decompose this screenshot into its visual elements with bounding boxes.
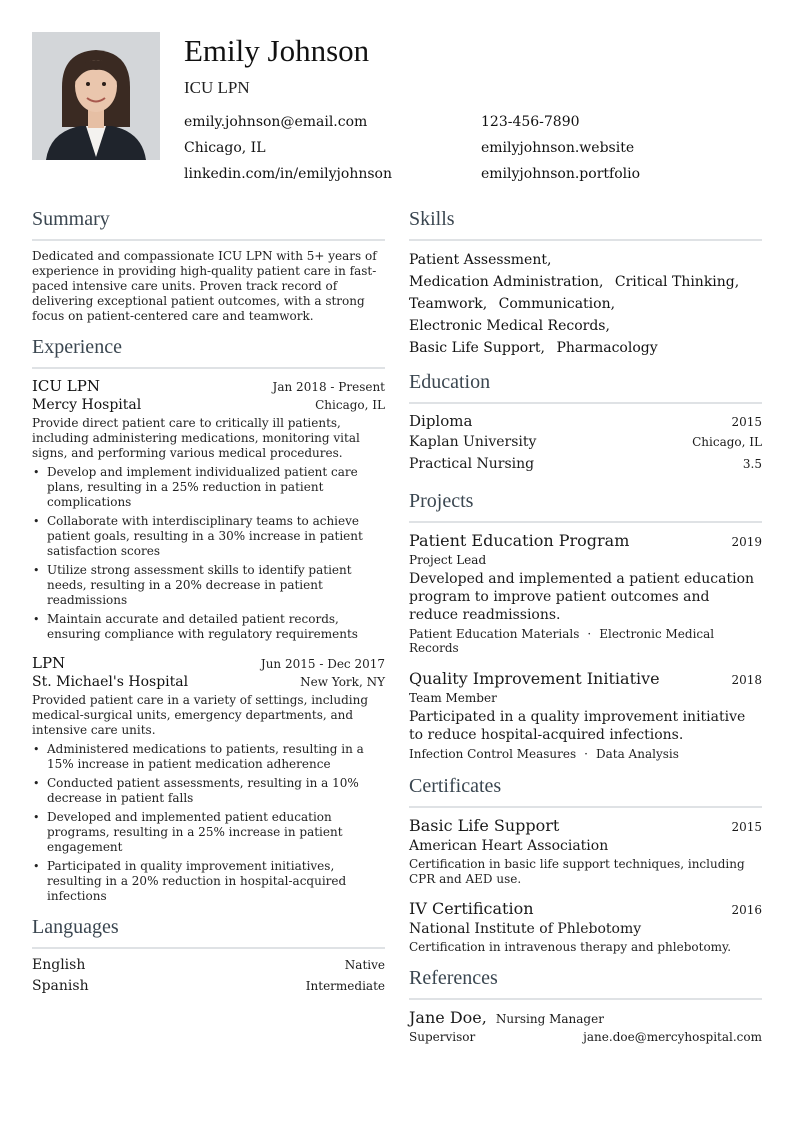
- project-entry: [409, 531, 762, 655]
- projects-heading: Projects: [409, 490, 762, 523]
- contact-location: Chicago, IL: [184, 140, 266, 156]
- reference-email[interactable]: jane.doe@mercyhospital.com: [583, 1030, 762, 1044]
- certificates-heading: Certificates: [409, 775, 762, 808]
- job-bullet: • Administered medications to patients, resulting in a 15% increase in patient medication adherence: [32, 742, 385, 772]
- profile-photo: [32, 32, 160, 160]
- summary-text: Dedicated and compassionate ICU LPN with 5+ years of experience in providing high-quality patient care in fast-paced intensive care units. Proven track record of delivering exceptional patient outcomes, with a strong focus on patient-centered care and teamwork.: [32, 249, 377, 323]
- certificate-issuer: American Heart Association: [409, 838, 609, 854]
- candidate-name: Emily Johnson: [184, 33, 370, 68]
- language-level: Native: [344, 958, 385, 972]
- project-keyword: Infection Control Measures: [409, 747, 577, 761]
- job-title: LPN: [32, 654, 66, 672]
- skill-item: Critical Thinking,: [614, 274, 740, 290]
- education-area: Practical Nursing: [409, 456, 535, 472]
- contact-phone[interactable]: 123-456-7890: [481, 114, 580, 130]
- skill-item: Communication,: [498, 296, 616, 312]
- languages-section: [32, 916, 385, 994]
- job-bullet: • Develop and implement individualized patient care plans, resulting in a 25% reduction in patient complications: [32, 465, 385, 510]
- certificate-year: 2015: [731, 820, 762, 834]
- job-bullet: • Collaborate with interdisciplinary teams to achieve patient goals, resulting in a 30% increase in patient satisfaction scores: [32, 514, 385, 559]
- job-dates: Jun 2015 - Dec 2017: [260, 657, 385, 671]
- certificates-section: [409, 775, 762, 955]
- job-location: New York, NY: [300, 675, 385, 689]
- right-column: [409, 208, 762, 1056]
- summary-section: [32, 208, 385, 324]
- job-bullet: • Conducted patient assessments, resulting in a 10% decrease in patient falls: [32, 776, 385, 806]
- project-keyword: Patient Education Materials: [409, 627, 580, 641]
- education-heading: Education: [409, 371, 762, 404]
- skills-section: [409, 208, 762, 359]
- project-keyword: Data Analysis: [595, 747, 679, 761]
- project-role: Team Member: [409, 691, 497, 705]
- contact-email[interactable]: emily.johnson@email.com: [184, 114, 368, 130]
- education-degree: Diploma: [409, 412, 473, 430]
- reference-relationship: Supervisor: [409, 1030, 476, 1044]
- project-name: Patient Education Program: [409, 531, 630, 550]
- skill-item: Medication Administration,: [409, 274, 604, 290]
- job-bullet: • Utilize strong assessment skills to identify patient needs, resulting in a 20% decrease in patient readmissions: [32, 563, 385, 608]
- job-bullet: • Maintain accurate and detailed patient records, ensuring compliance with regulatory requirements: [32, 612, 385, 642]
- project-keyword: Electronic Medical Records: [409, 627, 715, 655]
- job-title: ICU LPN: [32, 377, 100, 395]
- contact-website[interactable]: emilyjohnson.website: [481, 140, 635, 156]
- skill-item: Patient Assessment,: [409, 252, 552, 268]
- project-description: Developed and implemented a patient education program to improve patient outcomes and reduce readmissions.: [409, 571, 755, 623]
- separator-dot: ·: [587, 627, 592, 641]
- job-bullets: [32, 742, 385, 904]
- skills-list: [409, 249, 762, 359]
- certificate-issuer: National Institute of Phlebotomy: [409, 921, 642, 937]
- job-company: Mercy Hospital: [32, 397, 142, 413]
- experience-section: [32, 336, 385, 904]
- language-name: Spanish: [32, 978, 89, 994]
- job-dates: Jan 2018 - Present: [272, 380, 385, 394]
- education-gpa: 3.5: [742, 457, 762, 471]
- candidate-title: ICU LPN: [184, 78, 250, 97]
- job-bullets: [32, 465, 385, 642]
- project-keywords: [409, 747, 762, 761]
- reference-name: Jane Doe,: [409, 1008, 487, 1027]
- certificate-description: Certification in intravenous therapy and phlebotomy.: [409, 940, 732, 954]
- job-entry: [32, 654, 385, 904]
- education-school: Kaplan University: [409, 434, 537, 450]
- references-heading: References: [409, 967, 762, 1000]
- project-keywords: [409, 627, 762, 655]
- contact-portfolio[interactable]: emilyjohnson.portfolio: [481, 166, 641, 182]
- references-section: [409, 967, 762, 1044]
- certificate-entry: [409, 899, 762, 955]
- certificate-description: Certification in basic life support techniques, including CPR and AED use.: [409, 857, 745, 886]
- certificate-name: Basic Life Support: [409, 816, 560, 835]
- job-entry: [32, 377, 385, 642]
- left-column: [32, 208, 385, 1006]
- education-location: Chicago, IL: [692, 435, 762, 449]
- job-location: Chicago, IL: [315, 398, 385, 412]
- project-date: 2018: [731, 673, 762, 687]
- certificate-entry: [409, 816, 762, 887]
- experience-heading: Experience: [32, 336, 385, 369]
- project-entry: [409, 669, 762, 761]
- certificate-name: IV Certification: [409, 899, 534, 918]
- skill-item: Electronic Medical Records,: [409, 318, 610, 334]
- certificate-year: 2016: [731, 903, 762, 917]
- job-summary: Provide direct patient care to critically ill patients, including administering medications, monitoring vital signs, and performing various medical procedures.: [32, 416, 360, 460]
- project-description: Participated in a quality improvement initiative to reduce hospital-acquired infections.: [409, 709, 746, 743]
- reference-entry: [409, 1008, 762, 1044]
- project-role: Project Lead: [409, 553, 487, 567]
- profile-photo-illustration: [32, 32, 160, 160]
- languages-heading: Languages: [32, 916, 385, 949]
- project-date: 2019: [731, 535, 762, 549]
- job-summary: Provided patient care in a variety of settings, including medical-surgical units, emergency departments, and intensive care units.: [32, 693, 368, 737]
- language-row: [32, 978, 385, 994]
- language-row: [32, 957, 385, 973]
- contact-linkedin[interactable]: linkedin.com/in/emilyjohnson: [184, 166, 392, 182]
- education-section: [409, 371, 762, 478]
- job-company: St. Michael's Hospital: [32, 674, 189, 690]
- job-bullet: • Participated in quality improvement initiatives, resulting in a 20% reduction in hospital-acquired infections: [32, 859, 385, 904]
- education-year: 2015: [731, 415, 762, 429]
- language-name: English: [32, 957, 86, 973]
- skill-item: Teamwork,: [409, 296, 488, 312]
- projects-section: [409, 490, 762, 761]
- project-name: Quality Improvement Initiative: [409, 669, 660, 688]
- skill-item: Basic Life Support,: [409, 340, 546, 356]
- reference-position: Nursing Manager: [495, 1012, 604, 1026]
- separator-dot: ·: [584, 747, 588, 761]
- skill-item: Pharmacology: [556, 340, 658, 356]
- skills-heading: Skills: [409, 208, 762, 241]
- summary-heading: Summary: [32, 208, 385, 241]
- language-level: Intermediate: [305, 979, 385, 993]
- job-bullet: • Developed and implemented patient education programs, resulting in a 25% increase in patient engagement: [32, 810, 385, 855]
